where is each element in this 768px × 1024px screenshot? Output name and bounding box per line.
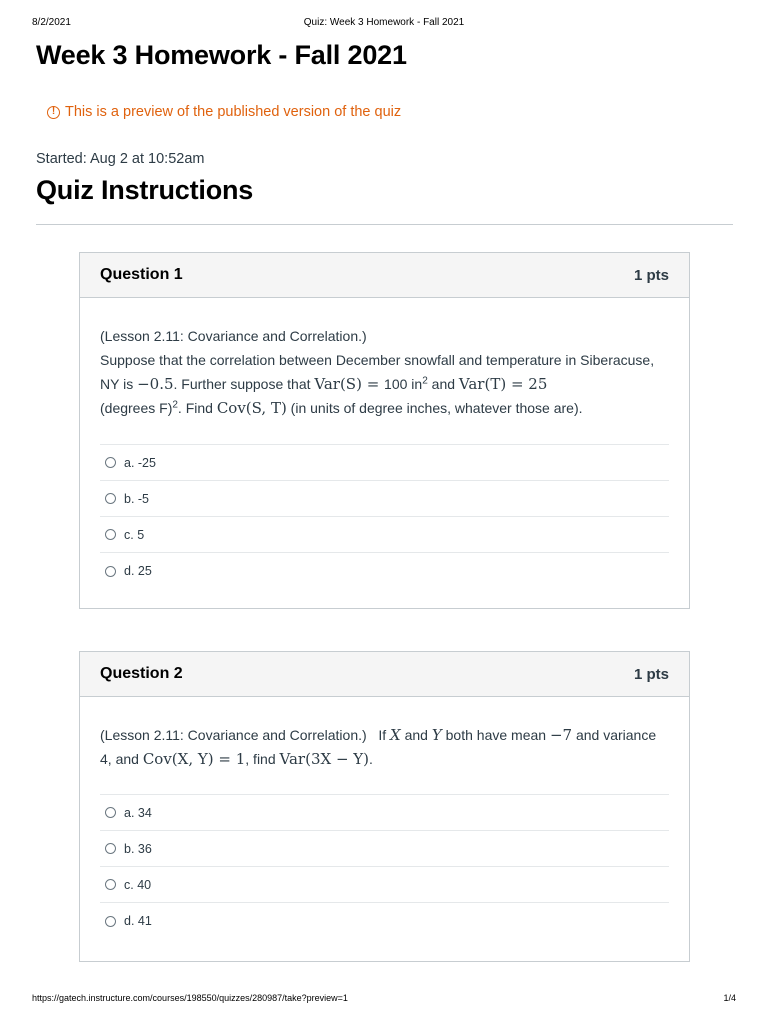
answer-label: a. -25 (124, 455, 156, 470)
answer-label: b. 36 (124, 841, 152, 856)
question-prompt: Suppose that the correlation between December snowfall and temperature in Siberacuse, NY is −0.5. Further suppose that Var(S) = 100 $in^2$ and Var(T) = 25 (degrees F)$^2$. Find Cov(S, T) (in units of degree inches, whatever those are). (100, 352, 655, 417)
math-y: Y (431, 726, 442, 744)
radio-button[interactable] (105, 457, 116, 468)
print-title: Quiz: Week 3 Homework - Fall 2021 (303, 17, 465, 28)
question-lesson: (Lesson 2.11: Covariance and Correlation.) (100, 328, 367, 344)
question-name: Question 1 (100, 266, 183, 283)
question-header (80, 253, 689, 298)
question-name: Question 2 (100, 665, 183, 682)
preview-notice (47, 104, 401, 120)
answer-option[interactable] (100, 867, 669, 903)
math-var-s: Var(S) = (314, 375, 385, 393)
print-header (32, 17, 736, 31)
answer-label: d. 41 (124, 914, 152, 928)
math-var-t: Var(T) = 25 (458, 375, 548, 393)
radio-button[interactable] (105, 916, 116, 927)
question-points: 1 pts (633, 665, 669, 683)
answer-label: c. 5 (124, 527, 145, 542)
question-text: (Lesson 2.11: Covariance and Correlation.) If X and Y both have mean −7 and variance 4, and Cov(X, Y) = 1, find Var(3X − Y). (100, 726, 657, 768)
answer-label: b. -5 (124, 491, 150, 506)
answer-label: c. 40 (124, 877, 152, 892)
radio-button[interactable] (105, 879, 116, 890)
preview-notice-text: This is a preview of the published version of the quiz (65, 104, 402, 120)
question-lesson: (Lesson 2.11: Covariance and Correlation.) (100, 727, 367, 743)
question-2 (79, 651, 690, 962)
radio-button[interactable] (105, 807, 116, 818)
math-mean: −7 (549, 726, 573, 744)
math-cov-st: Cov(S, T) (216, 399, 287, 417)
answer-option[interactable] (100, 481, 669, 517)
radio-button[interactable] (105, 566, 116, 577)
started-time: Started: Aug 2 at 10:52am (36, 151, 205, 167)
question-text (100, 298, 669, 444)
answer-option[interactable] (100, 445, 669, 481)
answer-option[interactable] (100, 831, 669, 867)
print-page-number: 1/4 (723, 993, 736, 1003)
answer-option[interactable] (100, 517, 669, 553)
answer-option[interactable] (100, 553, 669, 589)
divider (36, 224, 733, 225)
quiz-title: Week 3 Homework - Fall 2021 (36, 40, 407, 70)
question-1 (79, 252, 690, 609)
answer-list (100, 444, 669, 589)
question-points: 1 pts (633, 266, 669, 284)
math-correlation: −0.5 (137, 375, 174, 393)
math-cov-xy: Cov(X, Y) = 1 (142, 750, 246, 768)
print-date: 8/2/2021 (32, 17, 71, 28)
radio-button[interactable] (105, 529, 116, 540)
math-x: X (390, 726, 401, 744)
answer-list (100, 794, 669, 939)
answer-option[interactable] (100, 903, 669, 939)
answer-label: d. 25 (124, 564, 152, 578)
radio-button[interactable] (105, 843, 116, 854)
answer-option[interactable] (100, 795, 669, 831)
question-body (80, 298, 689, 589)
print-footer (32, 993, 736, 1007)
warning-icon: ! (47, 106, 60, 119)
answer-label: a. 34 (124, 805, 152, 820)
radio-button[interactable] (105, 493, 116, 504)
instructions-heading: Quiz Instructions (36, 175, 254, 205)
print-url: https://gatech.instructure.com/courses/198550/quizzes/280987/take?preview=1 (32, 993, 348, 1003)
question-header (80, 652, 689, 697)
math-var-expr: Var(3X − Y) (279, 750, 370, 768)
question-body (80, 697, 689, 939)
